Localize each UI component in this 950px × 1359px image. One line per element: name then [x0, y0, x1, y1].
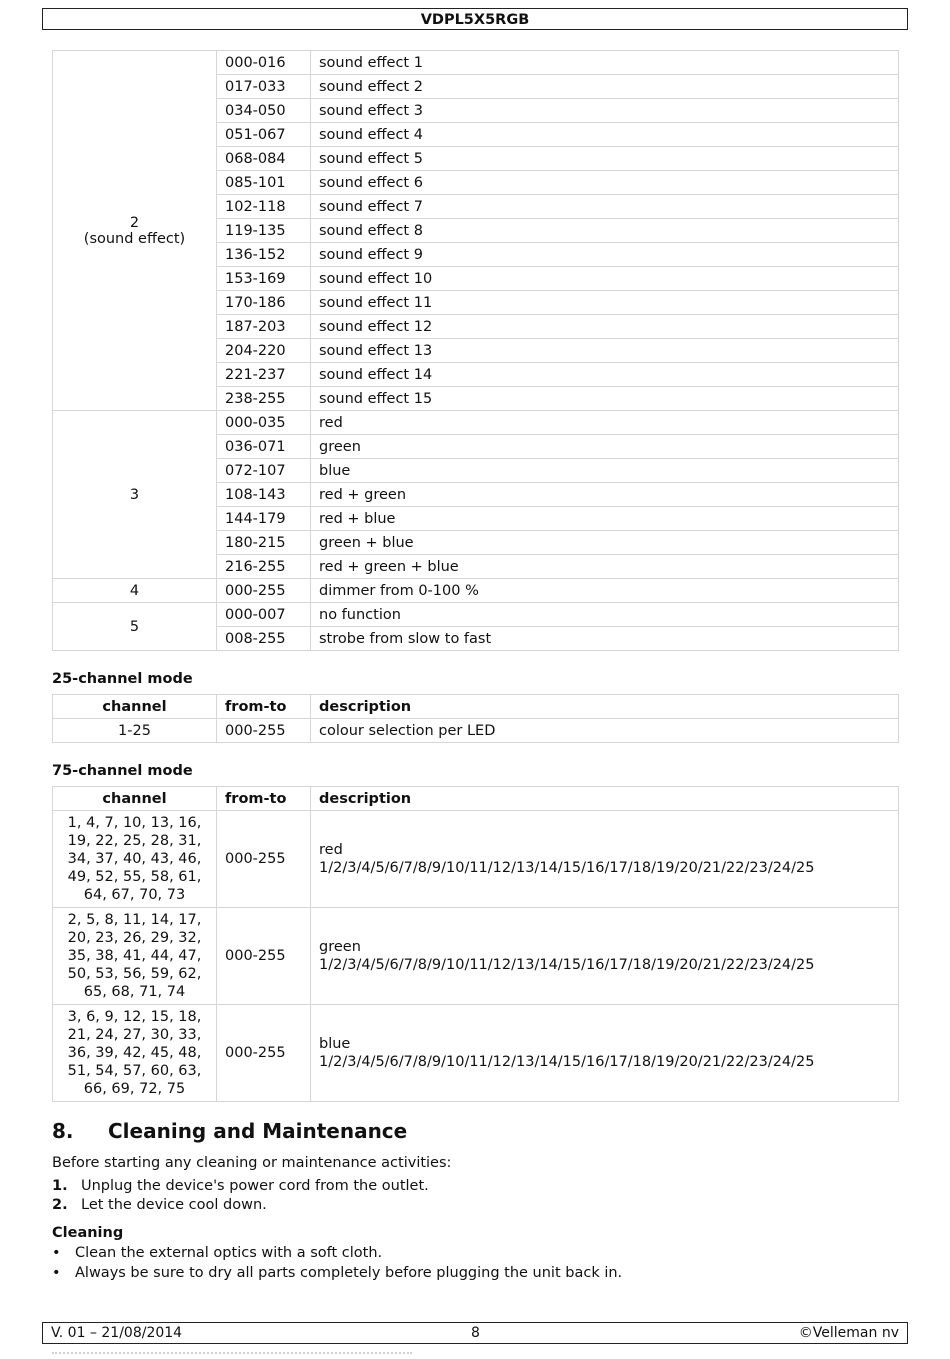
range-cell: 008-255: [217, 627, 311, 651]
section-number: 8.: [52, 1119, 74, 1143]
description-cell: sound effect 5: [311, 147, 899, 171]
description-cell: sound effect 11: [311, 291, 899, 315]
channel-line: 19, 22, 25, 28, 31,: [67, 833, 202, 849]
range-cell: 187-203: [217, 315, 311, 339]
list-item: [52, 1197, 267, 1213]
bleed-through-marks: [52, 1352, 412, 1358]
table-row: [53, 51, 899, 75]
channel-line: 21, 24, 27, 30, 33,: [67, 1027, 202, 1043]
description-cell: [311, 908, 899, 1005]
bullet-marker: •: [52, 1245, 61, 1261]
footer-version: V. 01 – 21/08/2014: [51, 1325, 183, 1341]
range-cell: 000-255: [217, 719, 311, 743]
description-cell: sound effect 8: [311, 219, 899, 243]
description-cell: sound effect 1: [311, 51, 899, 75]
channel-cell: [53, 1005, 217, 1102]
model-title: VDPL5X5RGB: [420, 12, 530, 28]
channel-line: 5: [129, 618, 140, 635]
description-cell: sound effect 3: [311, 99, 899, 123]
channel-line: 66, 69, 72, 75: [83, 1081, 186, 1097]
table-row: [53, 908, 899, 1005]
range-cell: 238-255: [217, 387, 311, 411]
description-line: 1/2/3/4/5/6/7/8/9/10/11/12/13/14/15/16/17/18/19/20/21/22/23/24/25: [319, 860, 815, 876]
description-cell: red + green + blue: [311, 555, 899, 579]
description-cell: sound effect 6: [311, 171, 899, 195]
range-cell: 051-067: [217, 123, 311, 147]
channel-line: 50, 53, 56, 59, 62,: [67, 966, 202, 982]
table-header-row: [53, 787, 899, 811]
channel-line: 3: [129, 486, 140, 503]
mode25-title: 25-channel mode: [52, 671, 193, 687]
description-cell: red + green: [311, 483, 899, 507]
channel-cell: 1-25: [53, 719, 217, 743]
channel-line: 65, 68, 71, 74: [83, 984, 186, 1000]
channel-cell: [53, 579, 217, 603]
header-description: description: [311, 787, 899, 811]
section-heading: [52, 1119, 407, 1143]
channel-line: 51, 54, 57, 60, 63,: [67, 1063, 202, 1079]
range-cell: 017-033: [217, 75, 311, 99]
step-text: Let the device cool down.: [81, 1197, 267, 1213]
description-cell: sound effect 10: [311, 267, 899, 291]
range-cell: 000-255: [217, 579, 311, 603]
description-cell: sound effect 2: [311, 75, 899, 99]
bullet-text: Clean the external optics with a soft cloth.: [75, 1245, 383, 1261]
description-cell: green: [311, 435, 899, 459]
description-cell: sound effect 4: [311, 123, 899, 147]
table-header-row: [53, 695, 899, 719]
bullet-text: Always be sure to dry all parts completely before plugging the unit back in.: [75, 1265, 623, 1281]
range-cell: 136-152: [217, 243, 311, 267]
description-cell: red + blue: [311, 507, 899, 531]
table-row: [53, 579, 899, 603]
range-cell: 153-169: [217, 267, 311, 291]
range-cell: 000-255: [217, 811, 311, 908]
table-row: [53, 811, 899, 908]
range-cell: 000-035: [217, 411, 311, 435]
description-cell: sound effect 13: [311, 339, 899, 363]
range-cell: 119-135: [217, 219, 311, 243]
step-text: Unplug the device's power cord from the outlet.: [81, 1178, 429, 1194]
page-header: [42, 8, 908, 30]
footer-page-number: 8: [471, 1325, 480, 1341]
description-line: 1/2/3/4/5/6/7/8/9/10/11/12/13/14/15/16/17/18/19/20/21/22/23/24/25: [319, 1054, 815, 1070]
table-row: [53, 603, 899, 627]
description-cell: green + blue: [311, 531, 899, 555]
description-cell: strobe from slow to fast: [311, 627, 899, 651]
cleaning-subheading: Cleaning: [52, 1225, 124, 1241]
range-cell: 068-084: [217, 147, 311, 171]
channel-line: 36, 39, 42, 45, 48,: [67, 1045, 202, 1061]
header-description: description: [311, 695, 899, 719]
range-cell: 000-016: [217, 51, 311, 75]
description-cell: sound effect 9: [311, 243, 899, 267]
page-footer: [42, 1322, 908, 1344]
description-cell: [311, 811, 899, 908]
description-line: red: [319, 842, 343, 858]
description-cell: red: [311, 411, 899, 435]
range-cell: 216-255: [217, 555, 311, 579]
step-marker: 1.: [52, 1178, 68, 1194]
range-cell: 108-143: [217, 483, 311, 507]
range-cell: 000-007: [217, 603, 311, 627]
description-cell: [311, 1005, 899, 1102]
table-row: [53, 1005, 899, 1102]
description-cell: colour selection per LED: [311, 719, 899, 743]
intro-paragraph: Before starting any cleaning or maintenance activities:: [52, 1155, 452, 1171]
header-from-to: from-to: [217, 787, 311, 811]
description-line: 1/2/3/4/5/6/7/8/9/10/11/12/13/14/15/16/17/18/19/20/21/22/23/24/25: [319, 957, 815, 973]
dmx-channel-table: [52, 50, 899, 651]
range-cell: 204-220: [217, 339, 311, 363]
channel-line: 3, 6, 9, 12, 15, 18,: [67, 1009, 202, 1025]
description-cell: sound effect 15: [311, 387, 899, 411]
channel-line: 20, 23, 26, 29, 32,: [67, 930, 202, 946]
range-cell: 072-107: [217, 459, 311, 483]
range-cell: 036-071: [217, 435, 311, 459]
bullet-marker: •: [52, 1265, 61, 1281]
footer-copyright: ©Velleman nv: [798, 1325, 899, 1341]
description-cell: sound effect 14: [311, 363, 899, 387]
channel-line: 34, 37, 40, 43, 46,: [67, 851, 202, 867]
list-item: [52, 1245, 382, 1261]
description-cell: dimmer from 0-100 %: [311, 579, 899, 603]
table-row: [53, 719, 899, 743]
channel-line: 35, 38, 41, 44, 47,: [67, 948, 202, 964]
channel-cell: [53, 411, 217, 579]
description-cell: sound effect 7: [311, 195, 899, 219]
channel-line: 2: [129, 214, 140, 231]
table-row: [53, 411, 899, 435]
channel-cell: [53, 51, 217, 411]
range-cell: 000-255: [217, 1005, 311, 1102]
description-line: green: [319, 939, 361, 955]
range-cell: 170-186: [217, 291, 311, 315]
channel-cell: [53, 811, 217, 908]
header-channel: channel: [53, 695, 217, 719]
description-cell: sound effect 12: [311, 315, 899, 339]
channel-line: 2, 5, 8, 11, 14, 17,: [67, 912, 202, 928]
range-cell: 000-255: [217, 908, 311, 1005]
mode75-title: 75-channel mode: [52, 763, 193, 779]
header-from-to: from-to: [217, 695, 311, 719]
range-cell: 221-237: [217, 363, 311, 387]
description-cell: blue: [311, 459, 899, 483]
channel-line: (sound effect): [83, 230, 186, 247]
list-item: [52, 1178, 429, 1194]
mode25-table: [52, 694, 899, 743]
section-title: Cleaning and Maintenance: [108, 1119, 408, 1143]
range-cell: 085-101: [217, 171, 311, 195]
range-cell: 034-050: [217, 99, 311, 123]
channel-line: 1, 4, 7, 10, 13, 16,: [67, 815, 202, 831]
description-line: blue: [319, 1036, 351, 1052]
mode75-table: [52, 786, 899, 1102]
step-marker: 2.: [52, 1197, 68, 1213]
channel-line: 49, 52, 55, 58, 61,: [67, 869, 202, 885]
channel-cell: [53, 908, 217, 1005]
channel-cell: [53, 603, 217, 651]
header-channel: channel: [53, 787, 217, 811]
range-cell: 144-179: [217, 507, 311, 531]
channel-line: 4: [129, 582, 140, 599]
channel-line: 64, 67, 70, 73: [83, 887, 186, 903]
range-cell: 180-215: [217, 531, 311, 555]
description-cell: no function: [311, 603, 899, 627]
list-item: [52, 1265, 622, 1281]
range-cell: 102-118: [217, 195, 311, 219]
